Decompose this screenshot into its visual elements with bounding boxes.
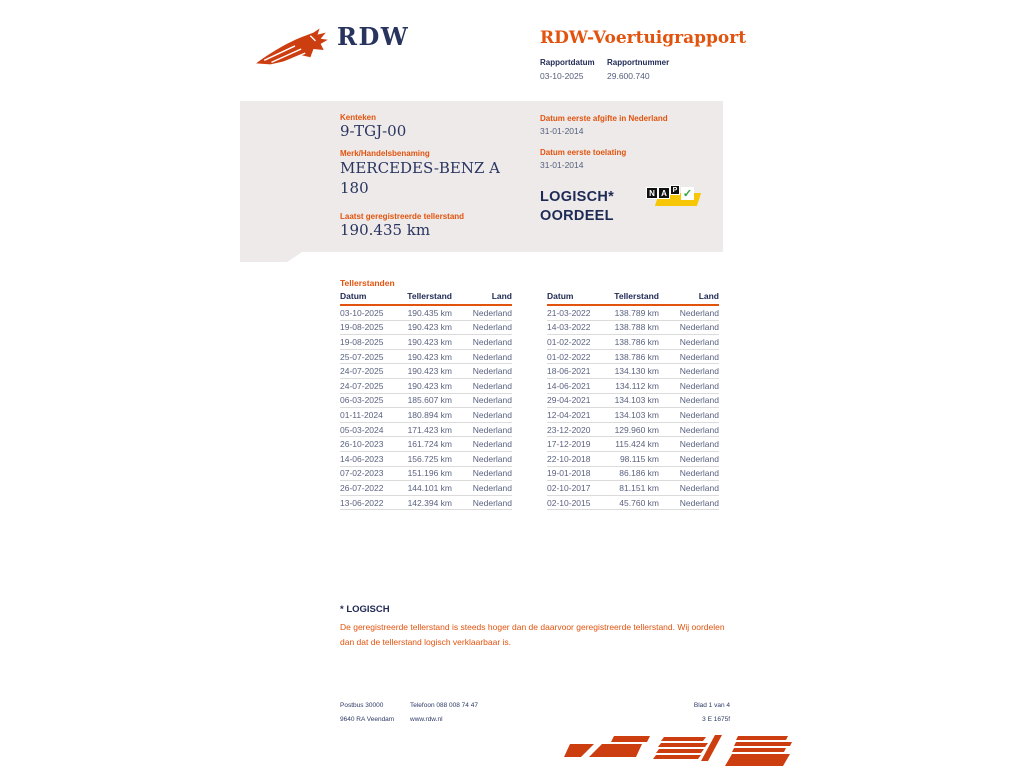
table-cell: Nederland: [472, 366, 512, 377]
table-cell: 22-10-2018: [547, 453, 591, 464]
footer-form-code: 3 E 1675f: [702, 716, 730, 723]
table-cell: Nederland: [472, 336, 512, 347]
table-cell: 129.960 km: [614, 424, 659, 435]
table-cell: 151.196 km: [407, 468, 452, 479]
afgifte-value: 31-01-2014: [540, 126, 584, 136]
table-row: [340, 394, 512, 409]
table-cell: Nederland: [472, 322, 512, 333]
report-date-value: 03-10-2025: [540, 71, 584, 81]
rdw-eagle-logo-icon: [254, 26, 336, 70]
table-cell: 138.789 km: [614, 307, 659, 318]
oordeel-status: [540, 188, 614, 226]
col-header-tellerstand: Tellerstand: [614, 291, 659, 301]
kenteken-label: Kenteken: [340, 113, 377, 122]
nap-checkmark-icon: ✓: [682, 188, 693, 200]
table-cell: 02-10-2017: [547, 482, 591, 493]
table-cell: 17-12-2019: [547, 439, 591, 450]
table-row: [547, 437, 719, 452]
table-cell: Nederland: [472, 351, 512, 362]
table-header-row: [340, 291, 512, 306]
table-cell: 26-07-2022: [340, 482, 384, 493]
table-cell: 142.394 km: [407, 497, 452, 508]
tellerstanden-table-left: [340, 291, 512, 510]
page-title: RDW-Voertuigrapport: [540, 28, 747, 48]
table-row: [340, 306, 512, 321]
table-cell: 98.115 km: [619, 453, 659, 464]
footnote-text: De geregistreerde tellerstand is steeds hoger dan de daarvoor geregistreerde tellerstand. Wij oordelen dan dat de tellerstand logisch verklaarbaar is.: [340, 622, 725, 647]
table-cell: 25-07-2025: [340, 351, 384, 362]
table-cell: Nederland: [679, 482, 719, 493]
table-cell: Nederland: [472, 468, 512, 479]
table-cell: 134.103 km: [614, 395, 659, 406]
report-number-label: Rapportnummer: [607, 58, 670, 67]
table-cell: 138.786 km: [614, 336, 659, 347]
table-cell: 29-04-2021: [547, 395, 591, 406]
table-cell: Nederland: [679, 307, 719, 318]
table-cell: 03-10-2025: [340, 307, 384, 318]
table-body: [340, 306, 512, 510]
nap-letter-p: P: [670, 185, 680, 195]
table-cell: 13-06-2022: [340, 497, 384, 508]
table-row: [340, 408, 512, 423]
table-cell: Nederland: [679, 468, 719, 479]
toelating-value: 31-01-2014: [540, 160, 584, 170]
table-cell: 134.130 km: [614, 366, 659, 377]
table-cell: 02-10-2015: [547, 497, 591, 508]
table-cell: 138.786 km: [614, 351, 659, 362]
col-header-land: Land: [698, 291, 719, 301]
table-row: [340, 467, 512, 482]
table-row: [547, 394, 719, 409]
table-cell: 156.725 km: [407, 453, 452, 464]
footer-phone: Telefoon 088 008 74 47: [410, 702, 478, 709]
table-row: [547, 481, 719, 496]
table-row: [547, 335, 719, 350]
table-cell: Nederland: [472, 439, 512, 450]
tellerstanden-heading: Tellerstanden: [340, 278, 395, 288]
table-cell: 19-08-2025: [340, 336, 384, 347]
footer-contact-block: [410, 699, 478, 727]
table-row: [547, 364, 719, 379]
footer-website: www.rdw.nl: [410, 716, 443, 723]
table-cell: 115.424 km: [615, 439, 659, 450]
table-cell: 45.760 km: [619, 497, 659, 508]
col-header-datum: Datum: [547, 291, 574, 301]
table-row: [547, 467, 719, 482]
table-cell: 24-07-2025: [340, 380, 384, 391]
tellerstand-label: Laatst geregistreerde tellerstand: [340, 212, 465, 221]
report-number-block: [607, 58, 669, 81]
table-cell: Nederland: [679, 380, 719, 391]
table-cell: 134.103 km: [614, 409, 659, 420]
oordeel-line1: LOGISCH*: [540, 189, 615, 205]
table-cell: Nederland: [679, 336, 719, 347]
table-row: [547, 496, 719, 511]
table-row: [340, 335, 512, 350]
table-cell: 190.423 km: [407, 366, 452, 377]
table-row: [340, 423, 512, 438]
table-cell: Nederland: [472, 453, 512, 464]
table-cell: Nederland: [679, 453, 719, 464]
table-row: [340, 379, 512, 394]
table-cell: 86.186 km: [619, 468, 659, 479]
table-cell: 161.724 km: [407, 439, 452, 450]
table-cell: Nederland: [679, 409, 719, 420]
table-row: [547, 306, 719, 321]
tellerstand-value: 190.435 km: [340, 221, 431, 239]
table-cell: 171.423 km: [407, 424, 452, 435]
merk-value: MERCEDES-BENZ A 180: [340, 159, 501, 197]
col-header-datum: Datum: [340, 291, 367, 301]
table-cell: 19-01-2018: [547, 468, 591, 479]
table-row: [547, 452, 719, 467]
table-cell: 81.151 km: [619, 482, 659, 493]
table-cell: 190.435 km: [407, 307, 452, 318]
table-cell: 14-03-2022: [547, 322, 591, 333]
report-date-label: Rapportdatum: [540, 58, 595, 67]
table-cell: 14-06-2023: [340, 453, 384, 464]
table-cell: 138.788 km: [614, 322, 659, 333]
table-cell: 01-02-2022: [547, 351, 591, 362]
table-row: [340, 364, 512, 379]
col-header-tellerstand: Tellerstand: [407, 291, 452, 301]
table-row: [547, 408, 719, 423]
table-row: [340, 321, 512, 336]
report-date-block: [540, 58, 595, 81]
footer-address-block: [340, 699, 394, 727]
footnote-title: * LOGISCH: [340, 604, 390, 615]
table-cell: 185.607 km: [407, 395, 452, 406]
table-row: [547, 379, 719, 394]
table-cell: 01-11-2024: [340, 409, 383, 420]
col-header-land: Land: [491, 291, 512, 301]
table-row: [547, 321, 719, 336]
footer-address-line2: 9640 RA Veendam: [340, 716, 395, 723]
report-number-value: 29.600.740: [607, 71, 650, 81]
nap-letter-n: N: [646, 187, 658, 199]
table-cell: Nederland: [472, 482, 512, 493]
table-cell: Nederland: [472, 395, 512, 406]
afgifte-label: Datum eerste afgifte in Nederland: [540, 114, 668, 123]
footer-page-block: [600, 699, 730, 727]
toelating-label: Datum eerste toelating: [540, 148, 627, 157]
table-row: [340, 437, 512, 452]
table-cell: 134.112 km: [615, 380, 659, 391]
table-cell: 23-12-2020: [547, 424, 591, 435]
table-cell: Nederland: [472, 424, 512, 435]
table-cell: 144.101 km: [407, 482, 452, 493]
nap-logo-icon: [646, 184, 700, 208]
table-cell: 190.423 km: [407, 351, 452, 362]
table-cell: 19-08-2025: [340, 322, 384, 333]
table-row: [340, 496, 512, 511]
table-row: [340, 452, 512, 467]
vehicle-summary-card-tab: [240, 252, 302, 262]
footer-page-number: Blad 1 van 4: [693, 702, 730, 709]
merk-label: Merk/Handelsbenaming: [340, 149, 430, 158]
table-cell: Nederland: [679, 424, 719, 435]
brand-wordmark: RDW: [337, 22, 410, 51]
table-cell: 07-02-2023: [340, 468, 384, 479]
table-cell: 01-02-2022: [547, 336, 591, 347]
table-cell: Nederland: [472, 409, 512, 420]
table-cell: Nederland: [679, 497, 719, 508]
table-cell: Nederland: [679, 322, 719, 333]
table-cell: 180.894 km: [407, 409, 452, 420]
table-row: [547, 350, 719, 365]
table-cell: 05-03-2024: [340, 424, 384, 435]
table-body: [547, 306, 719, 510]
oordeel-line2: OORDEEL: [540, 208, 614, 224]
table-cell: Nederland: [679, 395, 719, 406]
table-cell: 190.423 km: [407, 322, 452, 333]
table-cell: Nederland: [472, 380, 512, 391]
table-cell: 14-06-2021: [547, 380, 591, 391]
table-cell: Nederland: [679, 439, 719, 450]
table-cell: Nederland: [679, 366, 719, 377]
table-cell: 12-04-2021: [547, 409, 591, 420]
table-cell: 06-03-2025: [340, 395, 384, 406]
table-header-row: [547, 291, 719, 306]
table-cell: Nederland: [679, 351, 719, 362]
table-cell: 26-10-2023: [340, 439, 384, 450]
kenteken-value: 9-TGJ-00: [340, 122, 407, 140]
nap-letter-a: A: [658, 187, 670, 199]
footer-address-line1: Postbus 30000: [340, 702, 384, 709]
table-cell: 21-03-2022: [547, 307, 591, 318]
table-cell: Nederland: [472, 497, 512, 508]
table-row: [547, 423, 719, 438]
speed-stripes-graphic-icon: [556, 731, 794, 768]
table-cell: 190.423 km: [407, 380, 452, 391]
table-cell: 24-07-2025: [340, 366, 384, 377]
table-row: [340, 350, 512, 365]
table-cell: 18-06-2021: [547, 366, 591, 377]
table-cell: 190.423 km: [407, 336, 452, 347]
table-cell: Nederland: [472, 307, 512, 318]
table-row: [340, 481, 512, 496]
tellerstanden-table-right: [547, 291, 719, 510]
